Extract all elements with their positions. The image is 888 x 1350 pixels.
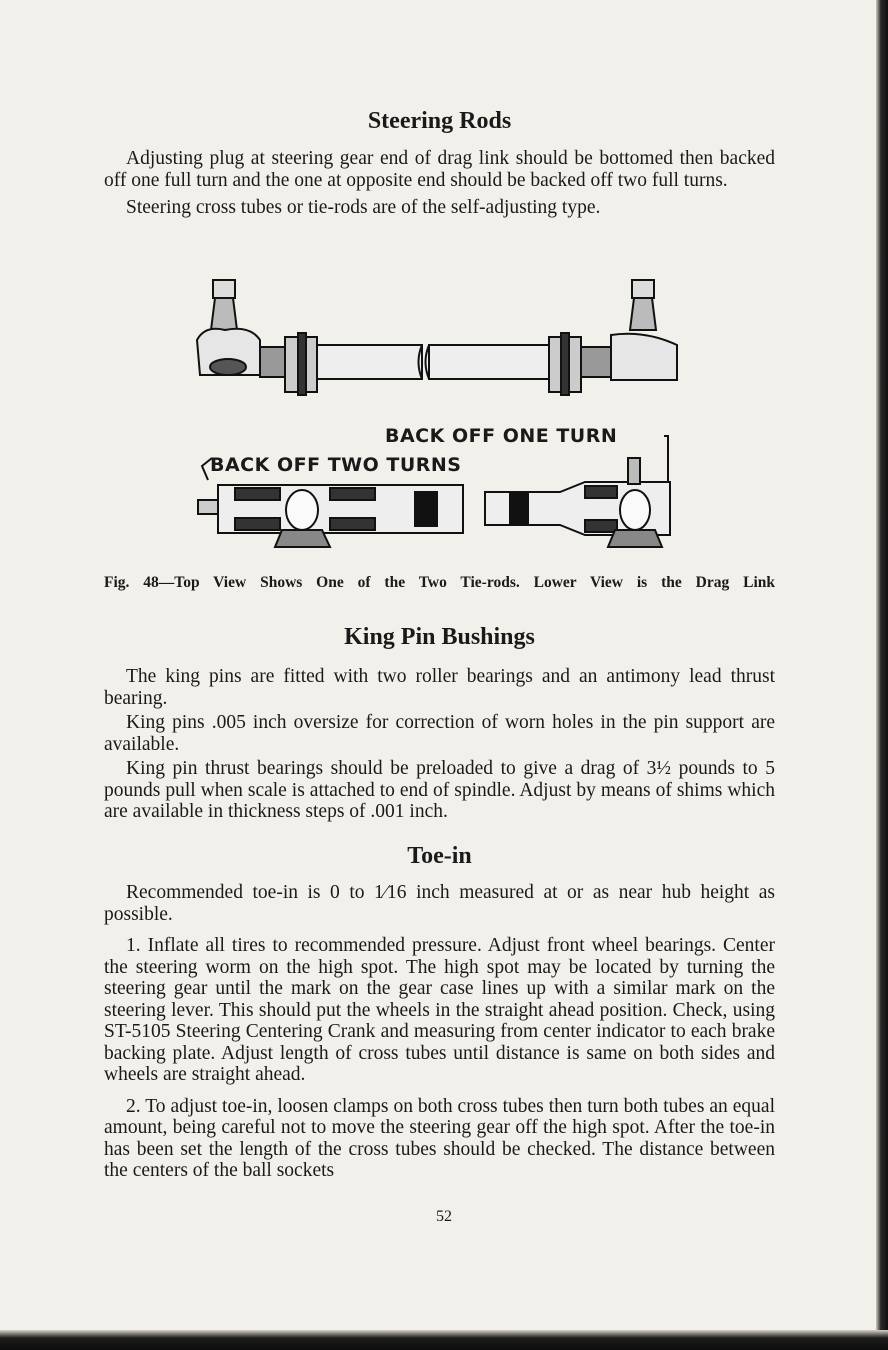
page-binding-edge bbox=[876, 0, 888, 1350]
paragraph: 1. Inflate all tires to recommended pressure. Adjust front wheel bearings. Center the steering worm on the high spot. The high spot may be located by turning the steering gear until the mark on the gear case lines up with a similar mark on the steering lever. This should put the wheels in the straight ahead position. Check, using ST-5105 Steering Centering Crank and measuring from center indicator to each brake backing plate. Adjust length of cross tubes until distance is same on both sides and wheels are straight ahead. bbox=[104, 935, 775, 1085]
paragraph: King pin thrust bearings should be preloaded to give a drag of 3½ pounds to 5 pounds pull when scale is attached to end of spindle. Adjust by means of shims which are available in thickness steps of .001 inch. bbox=[104, 758, 775, 822]
drag-link-illustration bbox=[190, 430, 685, 555]
page-number: 52 bbox=[436, 1208, 452, 1225]
paragraph: The king pins are fitted with two roller bearings and an antimony lead thrust bearing. bbox=[104, 666, 775, 709]
toe-in-body bbox=[104, 882, 775, 1188]
paragraph: King pins .005 inch oversize for correction of worn holes in the pin support are available. bbox=[104, 712, 775, 755]
king-pin-body bbox=[104, 666, 775, 829]
page-bottom-edge bbox=[0, 1330, 888, 1350]
tie-rod-illustration bbox=[195, 275, 685, 400]
paragraph: Recommended toe-in is 0 to 1⁄16 inch measured at or as near hub height as possible. bbox=[104, 882, 775, 925]
paragraph: 2. To adjust toe-in, loosen clamps on both cross tubes then turn both tubes an equal amount, being careful not to move the steering gear off the high spot. After the toe-in has been set the length of the cross tubes should be checked. The distance between the centers of the ball sockets bbox=[104, 1095, 775, 1181]
label-back-off-one-turn: BACK OFF ONE TURN bbox=[385, 425, 618, 447]
label-back-off-two-turns: BACK OFF TWO TURNS bbox=[210, 454, 462, 476]
heading-king-pin-bushings: King Pin Bushings bbox=[344, 624, 535, 650]
paragraph: Steering cross tubes or tie-rods are of the self-adjusting type. bbox=[126, 197, 601, 218]
figure-caption: Fig. 48—Top View Shows One of the Two Tie-rods. Lower View is the Drag Link bbox=[104, 574, 775, 591]
heading-steering-rods: Steering Rods bbox=[367, 108, 512, 134]
paragraph: Adjusting plug at steering gear end of drag link should be bottomed then backed off one full turn and the one at opposite end should be backed off two full turns. bbox=[104, 148, 775, 191]
steering-rods-body bbox=[104, 148, 775, 225]
heading-toe-in: Toe-in bbox=[407, 843, 472, 869]
